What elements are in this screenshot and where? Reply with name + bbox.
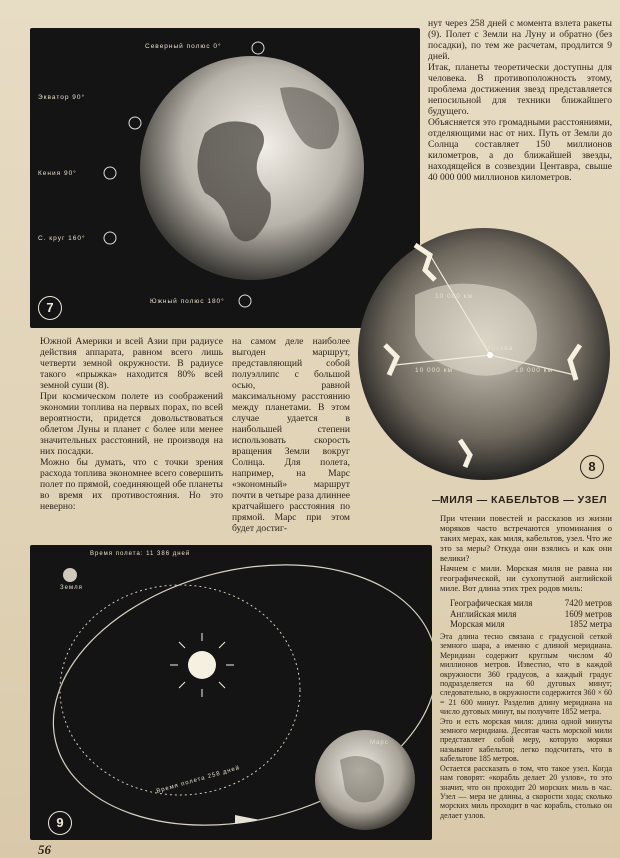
plate-7-label-s-circle: С. круг 160° — [38, 235, 86, 242]
article-text-right-bottom: Эта длина тесно связана с градусной сеткой земного шара, а именно с длиной меридиана. Меридиан содержит круглым числом 40 миллионов метров. Известно, что в каждой окружности 360 градусов, а каждый градус подразделяется на 60 дуговых минут; следовательно, в окружности содержится 360 × 60 = 21 600 минут. Разделив длину меридиана на число дуговых минут, вы получите 1852 метра. Это и есть морская миля: длина одной минуты земного меридиана. Десятая часть морской мили представляет собой меру, которую моряки называют кабельтов; легко подсчитать, что в кабельтове 185 метров. Остается рассказать о том, что такое узел. Когда нам говорят: «корабль делает 20 узлов», то это значит, что он проходит 20 морских миль в час. Узел — мера не длины, а скорости хода; сколько морских миль проходит в час корабль, столько он делает узлов. — [440, 632, 612, 820]
plate-7-label-equator: Экватор 90° — [38, 94, 86, 101]
table-row: Морская миля 1852 метра — [450, 619, 612, 629]
orbit-diagram-graphic — [30, 545, 432, 840]
plate-9-orbit-illustration — [30, 545, 432, 840]
plate-7-label-north: Северный полюс 0° — [145, 43, 222, 50]
table-row: Английская миля 1609 метров — [450, 608, 612, 619]
plate-9-top-label: Время полета: 11 386 дней — [90, 551, 191, 557]
plate-8-distance-north: 10 000 км — [435, 293, 473, 300]
page-number: 56 — [38, 842, 51, 857]
plate-9-mars-label: Марс — [370, 740, 389, 746]
plate-8-city-label: Москва — [485, 345, 514, 352]
plate-8-number: 8 — [580, 455, 604, 479]
plate-9-number: 9 — [48, 811, 72, 835]
article-text-right-mid: При чтении повестей и рассказов из жизни моряков часто встречаются упоминания о таких мерах, как миля, кабельтов, узел. Что же это за меры? Откуда они взялись и как они велики? Начнем с мили. Морская миля не равна ни географической, ни сухопутной английской миле. Вот длина этих трех родов миль: — [440, 513, 612, 593]
plate-7-number: 7 — [38, 296, 62, 320]
plate-8-distance-west: 10 000 км — [415, 367, 453, 374]
plate-7-label-south: Южный полюс 180° — [150, 298, 225, 305]
section-title-rule-left — [432, 500, 440, 501]
globe-runners-graphic — [355, 225, 613, 483]
plate-9-bottom-label: Время полета 258 дней — [155, 765, 241, 795]
section-title: МИЛЯ — КАБЕЛЬТОВ — УЗЕЛ — [440, 494, 608, 506]
article-text-center-mid: на самом деле наиболее выгоден маршрут, представляющий собой полуэллипс с большой осью, равной максимальному расстоянию между планетами. В этом случае удается в наибольшей степени использовать скорость вращения Земли вокруг Солнца. Для полета, например, на Марс «экономный» маршрут почти в четыре раза длиннее кратчайшего расстояния по прямой. Марс при этом будет достиг- — [232, 336, 350, 534]
table-row: Географическая миля 7420 метров — [450, 598, 612, 608]
article-text-left-mid: Южной Америки и всей Азии при радиусе действия аппарата, равном всего лишь четверти земной окружности. В радиусе такого «прыжка» находится 80% всей земной суши (8). При космическом полете из соображений экономии топлива на первых порах, по всей вероятности, придется довольствоваться облетом Луны и планет с более или менее значительных расстояний, не производя на них посадки. Можно бы думать, что с точки зрения расхода топлива экономнее всего совершить полет по прямой, соединяющей обе планеты во время их противостояния. Но это неверно: — [40, 336, 223, 512]
plate-8-distance-east: 10 000 км — [515, 367, 553, 374]
plate-9-earth-label: Земля — [60, 585, 83, 591]
plate-7-label-kenya: Кения 90° — [38, 170, 77, 177]
plate-8-globe-illustration — [355, 225, 613, 483]
article-text-right-top: нут через 258 дней с момента взлета ракеты (9). Полет с Земли на Луну и обратно (без посадки), по тем же расчетам, продлится 9 дней. Итак, планеты теоретически доступны для человека. В противоположность этому, проблема достижения звезд представляется непосильной для техники ближайшего будущего. Объясняется это громадными расстояниями, отделяющими нас от них. Путь от Земли до Солнца составляет 150 миллионов километров, а до ближайшей звезды, находящейся в созвездии Центавра, свыше 40 000 000 миллионов километров. — [428, 18, 612, 183]
mile-length-table — [450, 598, 612, 630]
